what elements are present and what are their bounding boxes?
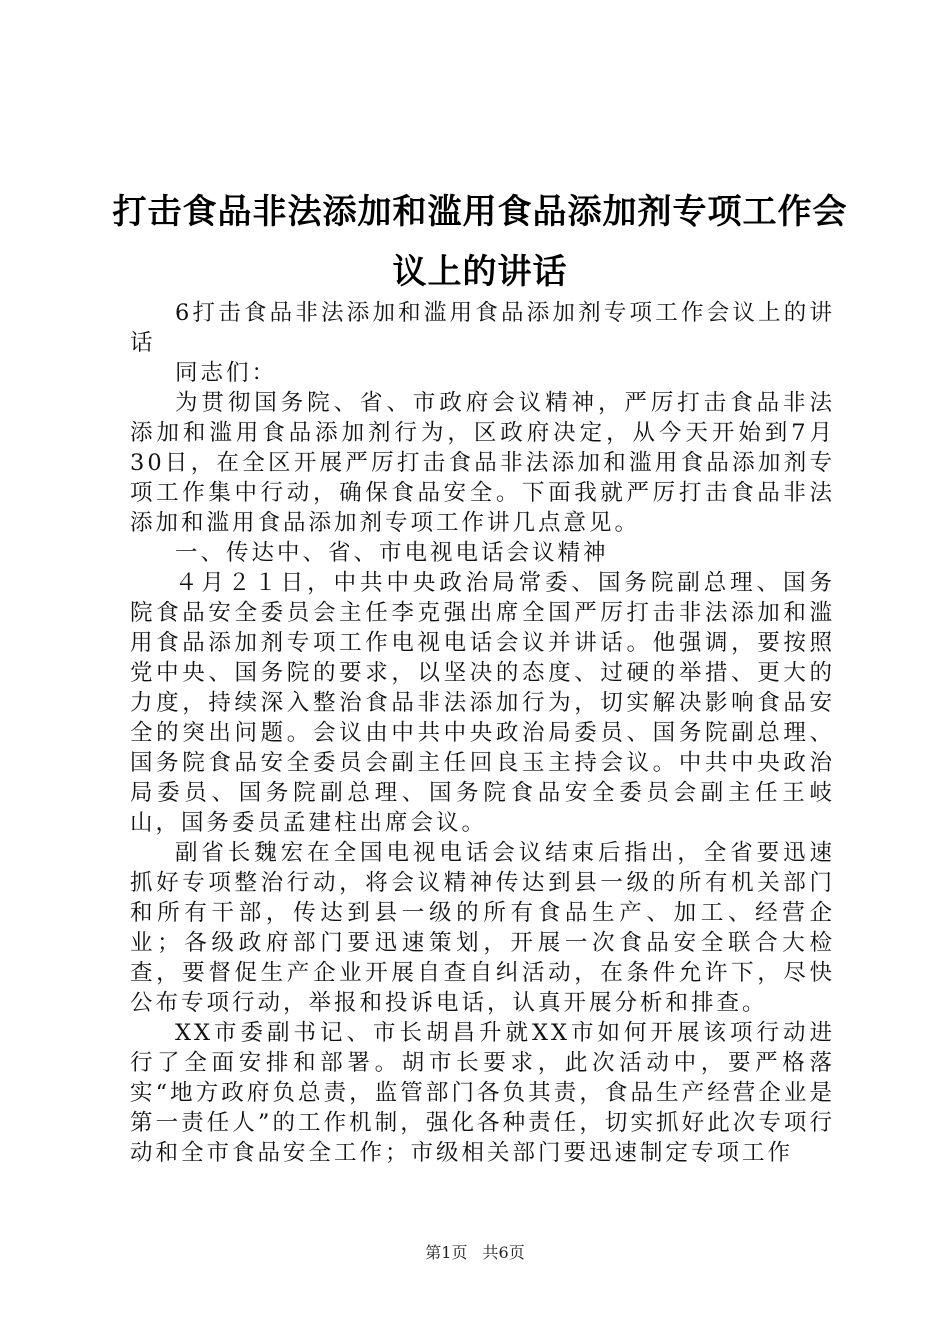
page-footer [0,1240,950,1263]
body-paragraph-intro: 为贯彻国务院、省、市政府会议精神，严厉打击食品非法添加和滥用食品添加剂行为，区政府决定，从今天开始到7月30日，在全区开展严厉打击食品非法添加和滥用食品添加剂专项工作集中行动，确保食品安全。下面我就严厉打击食品非法添加和滥用食品添加剂专项工作讲几点意见。 [130,390,835,536]
document-title: 打击食品非法添加和滥用食品添加剂专项工作会议上的讲话 [112,192,848,292]
page-number: 第1页 [425,1243,468,1262]
body-paragraph: XX市委副书记、市长胡昌升就XX市如何开展该项行动进行了全面安排和部署。胡市长要求，此次活动中，要严格落实“地方政府负总责，监管部门各负其责，食品生产经营企业是第一责任人”的工作机制，强化各种责任，切实抓好此次专项行动和全市食品安全工作；市级相关部门要迅速制定专项工作 [130,1020,835,1166]
page-total: 共6页 [482,1243,525,1262]
body-paragraph-subtitle: 6打击食品非法添加和滥用食品添加剂专项工作会议上的讲话 [130,300,835,356]
document-body [130,298,835,1168]
body-paragraph-salutation: 同志们： [175,360,278,386]
body-paragraph: ４月２１日，中共中央政治局常委、国务院副总理、国务院食品安全委员会主任李克强出席全国严厉打击非法添加和滥用食品添加剂专项工作电视电话会议并讲话。他强调，要按照党中央、国务院的要求，以坚决的态度、过硬的举措、更大的力度，持续深入整治食品非法添加行为，切实解决影响食品安全的突出问题。会议由中共中央政治局委员、国务院副总理、国务院食品安全委员会副主任回良玉主持会议。中共中央政治局委员、国务院副总理、国务院食品安全委员会副主任王岐山，国务委员孟建柱出席会议。 [130,570,835,836]
section-heading-1: 一、传达中、省、市电视电话会议精神 [175,540,609,566]
body-paragraph: 副省长魏宏在全国电视电话会议结束后指出，全省要迅速抓好专项整治行动，将会议精神传达到县一级的所有机关部门和所有干部，传达到县一级的所有食品生产、加工、经营企业；各级政府部门要迅速策划，开展一次食品安全联合大检查，要督促生产企业开展自查自纠活动，在条件允许下，尽快公布专项行动，举报和投诉电话，认真开展分析和排查。 [130,840,835,1016]
